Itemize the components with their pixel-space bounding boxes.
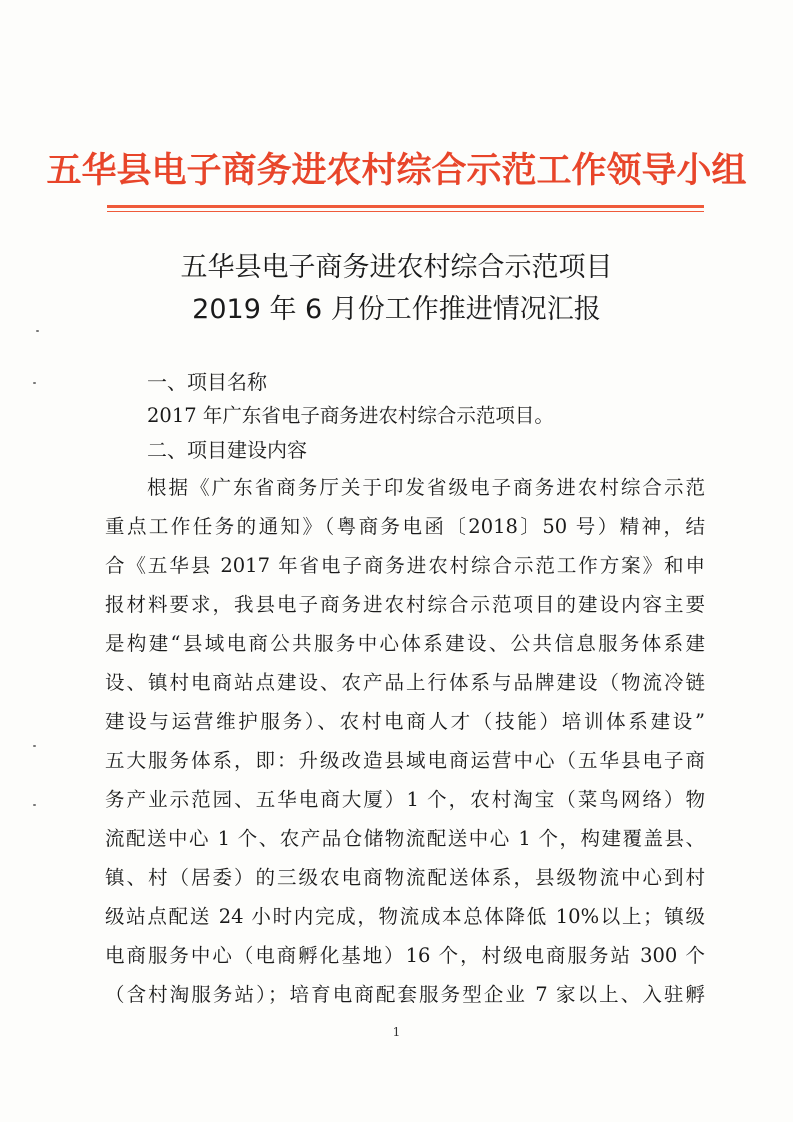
body-line: 务产业示范园、五华电商大厦）1 个，农村淘宝（菜鸟网络）物 <box>105 788 705 811</box>
body-line: 级站点配送 24 小时内完成，物流成本总体降低 10%以上；镇级 <box>105 905 705 928</box>
body-line: 设、镇村电商站点建设、农产品上行体系与品牌建设（物流冷链 <box>105 671 705 694</box>
scan-speck <box>33 745 36 747</box>
body-line: 镇、村（居委）的三级农电商物流配送体系，县级物流中心到村 <box>105 866 705 889</box>
masthead-title: 五华县电子商务进农村综合示范工作领导小组 <box>46 151 747 191</box>
body-line: 合《五华县 2017 年省电子商务进农村综合示范工作方案》和申 <box>105 554 705 577</box>
body-line: （含村淘服务站）；培育电商配套服务型企业 7 家以上、入驻孵 <box>105 983 705 1006</box>
body-line: 电商服务中心（电商孵化基地）16 个，村级电商服务站 300 个 <box>105 944 705 967</box>
body-line: 根据《广东省商务厅关于印发省级电子商务进农村综合示范 <box>147 476 705 499</box>
scan-speck <box>36 330 39 332</box>
body-line: 是构建“县域电商公共服务中心体系建设、公共信息服务体系建 <box>105 632 705 655</box>
document-title-line-2: 2019 年 6 月份工作推进情况汇报 <box>192 294 601 325</box>
masthead-rule-thin <box>107 211 704 212</box>
body-line: 报材料要求，我县电子商务进农村综合示范项目的建设内容主要 <box>105 593 705 616</box>
masthead-rule <box>107 205 704 208</box>
body-line: 重点工作任务的通知》（粤商务电函〔2018〕50 号）精神，结 <box>105 515 705 538</box>
section-heading-project-name: 一、项目名称 <box>147 370 267 394</box>
body-line: 建设与运营维护服务）、农村电商人才（技能）培训体系建设” <box>105 710 705 733</box>
page-number: 1 <box>392 1025 401 1039</box>
body-line: 五大服务体系，即：升级改造县域电商运营中心（五华县电子商 <box>105 749 705 772</box>
scan-speck <box>33 382 36 384</box>
body-line: 流配送中心 1 个、农产品仓储物流配送中心 1 个，构建覆盖县、 <box>105 827 705 850</box>
section-body-project-name: 2017 年广东省电子商务进农村综合示范项目。 <box>147 404 554 427</box>
scan-speck <box>33 804 36 806</box>
document-title-line-1: 五华县电子商务进农村综合示范项目 <box>180 252 613 283</box>
section-heading-construction-content: 二、项目建设内容 <box>147 438 307 462</box>
